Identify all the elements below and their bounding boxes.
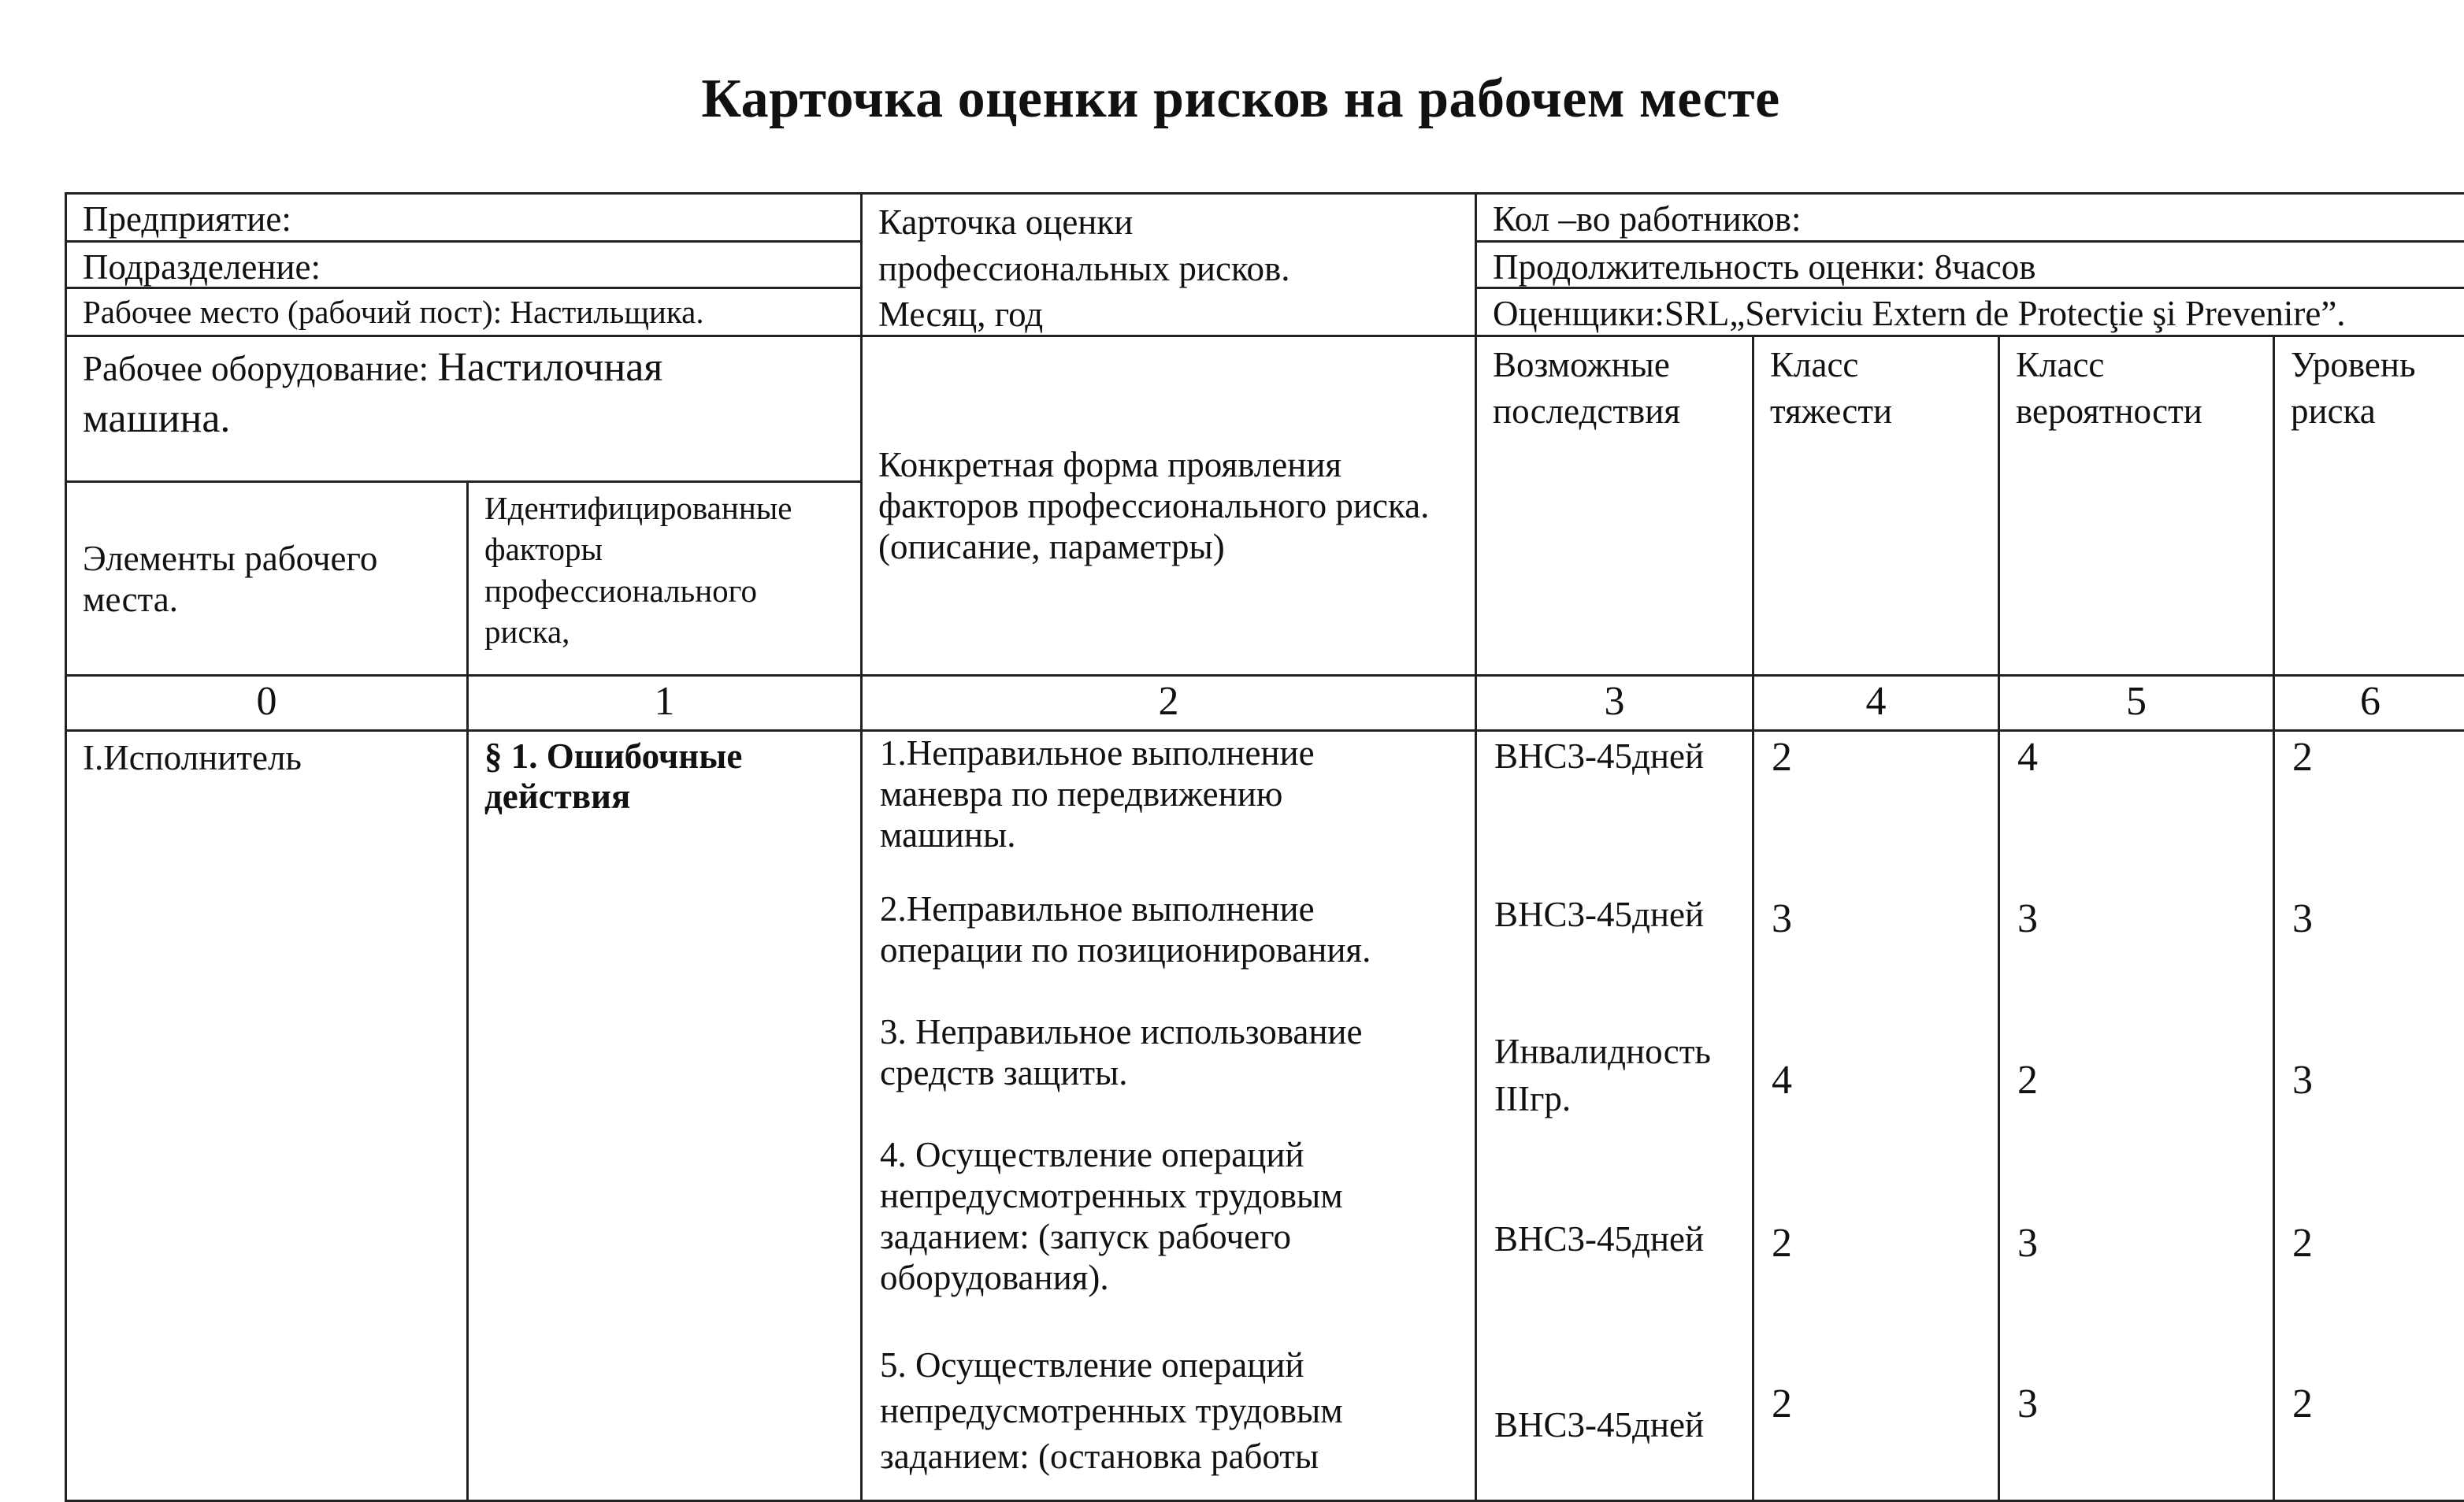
assessors-cell: Оценщики:SRL„Serviciu Extern de Protecţie şi Prevenire”. — [1477, 289, 2464, 337]
risk-description — [880, 1134, 1465, 1298]
severity-column — [1754, 732, 2000, 1502]
severity-value: 2 — [1772, 735, 1792, 780]
risk-level-value: 3 — [2292, 896, 2313, 941]
probability-value: 3 — [2017, 1221, 2038, 1266]
duration-cell: Продолжительность оценки: 8часов — [1477, 243, 2464, 289]
column-header-factors: Идентифицированные факторы профессионального риска, — [469, 483, 863, 677]
risk-level-value: 2 — [2292, 735, 2313, 780]
severity-value: 2 — [1772, 1221, 1792, 1266]
risk-description-line: 3. Неправильное использование — [880, 1012, 1363, 1051]
risk-description-line: средств защиты. — [880, 1053, 1128, 1092]
consequence-text: ВНС3-45дней — [1494, 1219, 1705, 1259]
workplace-cell: Рабочее место (рабочий пост): Настильщика. — [67, 289, 863, 337]
risk-description-line: оборудования). — [880, 1258, 1109, 1297]
card-title-line: Карточка оценки — [878, 202, 1134, 242]
risk-description-line: операции по позиционирования. — [880, 930, 1371, 970]
column-header-level: Уровень риска — [2275, 337, 2464, 677]
column-number: 4 — [1754, 677, 2000, 732]
division-cell: Подразделение: — [67, 243, 863, 289]
column-header-severity: Класс тяжести — [1754, 337, 2000, 677]
risk-description-line: 5. Осуществление операций — [880, 1345, 1304, 1385]
equipment-label: Рабочее оборудование: — [83, 349, 438, 388]
consequence-text: ВНС3-45дней — [1494, 895, 1705, 934]
factor-heading: § 1. Ошибочные — [484, 736, 743, 776]
form-column — [863, 732, 1477, 1502]
column-header-consequences: Возможные последствия — [1477, 337, 1754, 677]
probability-value: 3 — [2017, 1381, 2038, 1426]
equipment-value: Настилочная — [437, 345, 663, 390]
consequence-line: Инвалидность — [1494, 1032, 1711, 1071]
workers-count-cell: Кол –во работников: — [1477, 195, 2464, 243]
risk-description-line: маневра по передвижению — [880, 774, 1283, 814]
risk-assessment-table — [65, 192, 2464, 1502]
risk-description-line: непредусмотренных трудовым — [880, 1391, 1343, 1430]
element-cell: I.Исполнитель — [67, 732, 469, 1502]
risk-level-value: 3 — [2292, 1058, 2313, 1103]
risk-description-line: машины. — [880, 815, 1016, 855]
risk-description — [880, 1011, 1465, 1093]
equipment-value: машина. — [83, 396, 231, 441]
column-number: 5 — [2000, 677, 2275, 732]
probability-column — [2000, 732, 2275, 1502]
risk-description — [880, 888, 1465, 970]
card-title-cell — [863, 195, 1477, 337]
probability-value: 2 — [2017, 1058, 2038, 1103]
column-number: 6 — [2275, 677, 2464, 732]
risk-level-value: 2 — [2292, 1381, 2313, 1426]
equipment-cell — [67, 337, 863, 483]
probability-value: 4 — [2017, 735, 2038, 780]
column-header-probability: Класс вероятности — [2000, 337, 2275, 677]
factor-cell — [469, 732, 863, 1502]
consequence-text: ВНС3-45дней — [1494, 1405, 1705, 1445]
column-number: 3 — [1477, 677, 1754, 732]
consequence-line: IIIгр. — [1494, 1079, 1572, 1118]
column-header-form: Конкретная форма проявления факторов профессионального риска. (описание, параметры) — [863, 337, 1477, 677]
severity-value: 2 — [1772, 1381, 1792, 1426]
risk-description-line: заданием: (запуск рабочего — [880, 1217, 1291, 1256]
risk-description-line: заданием: (остановка работы — [880, 1437, 1319, 1476]
card-title-line: Месяц, год — [878, 295, 1044, 334]
column-number: 0 — [67, 677, 469, 732]
enterprise-cell: Предприятие: — [67, 195, 863, 243]
risk-description-line: непредусмотренных трудовым — [880, 1176, 1343, 1215]
page-title: Карточка оценки рисков на рабочем месте — [701, 69, 1780, 129]
severity-value: 4 — [1772, 1058, 1792, 1103]
consequence-text: ВНС3-45дней — [1494, 736, 1705, 776]
consequence-text — [1494, 1028, 1742, 1122]
risk-level-value: 2 — [2292, 1221, 2313, 1266]
card-title-line: профессиональных рисков. — [878, 248, 1290, 288]
risk-description — [880, 732, 1465, 855]
risk-description-line: 4. Осуществление операций — [880, 1135, 1304, 1174]
column-header-elements: Элементы рабочего места. — [67, 483, 469, 677]
probability-value: 3 — [2017, 896, 2038, 941]
risk-description — [880, 1342, 1465, 1479]
column-number: 1 — [469, 677, 863, 732]
risk-description-line: 1.Неправильное выполнение — [880, 733, 1315, 773]
column-number: 2 — [863, 677, 1477, 732]
risk-description-line: 2.Неправильное выполнение — [880, 889, 1315, 929]
severity-value: 3 — [1772, 896, 1792, 941]
factor-heading: действия — [484, 776, 631, 816]
consequences-column — [1477, 732, 1754, 1502]
risk-level-column — [2275, 732, 2464, 1502]
